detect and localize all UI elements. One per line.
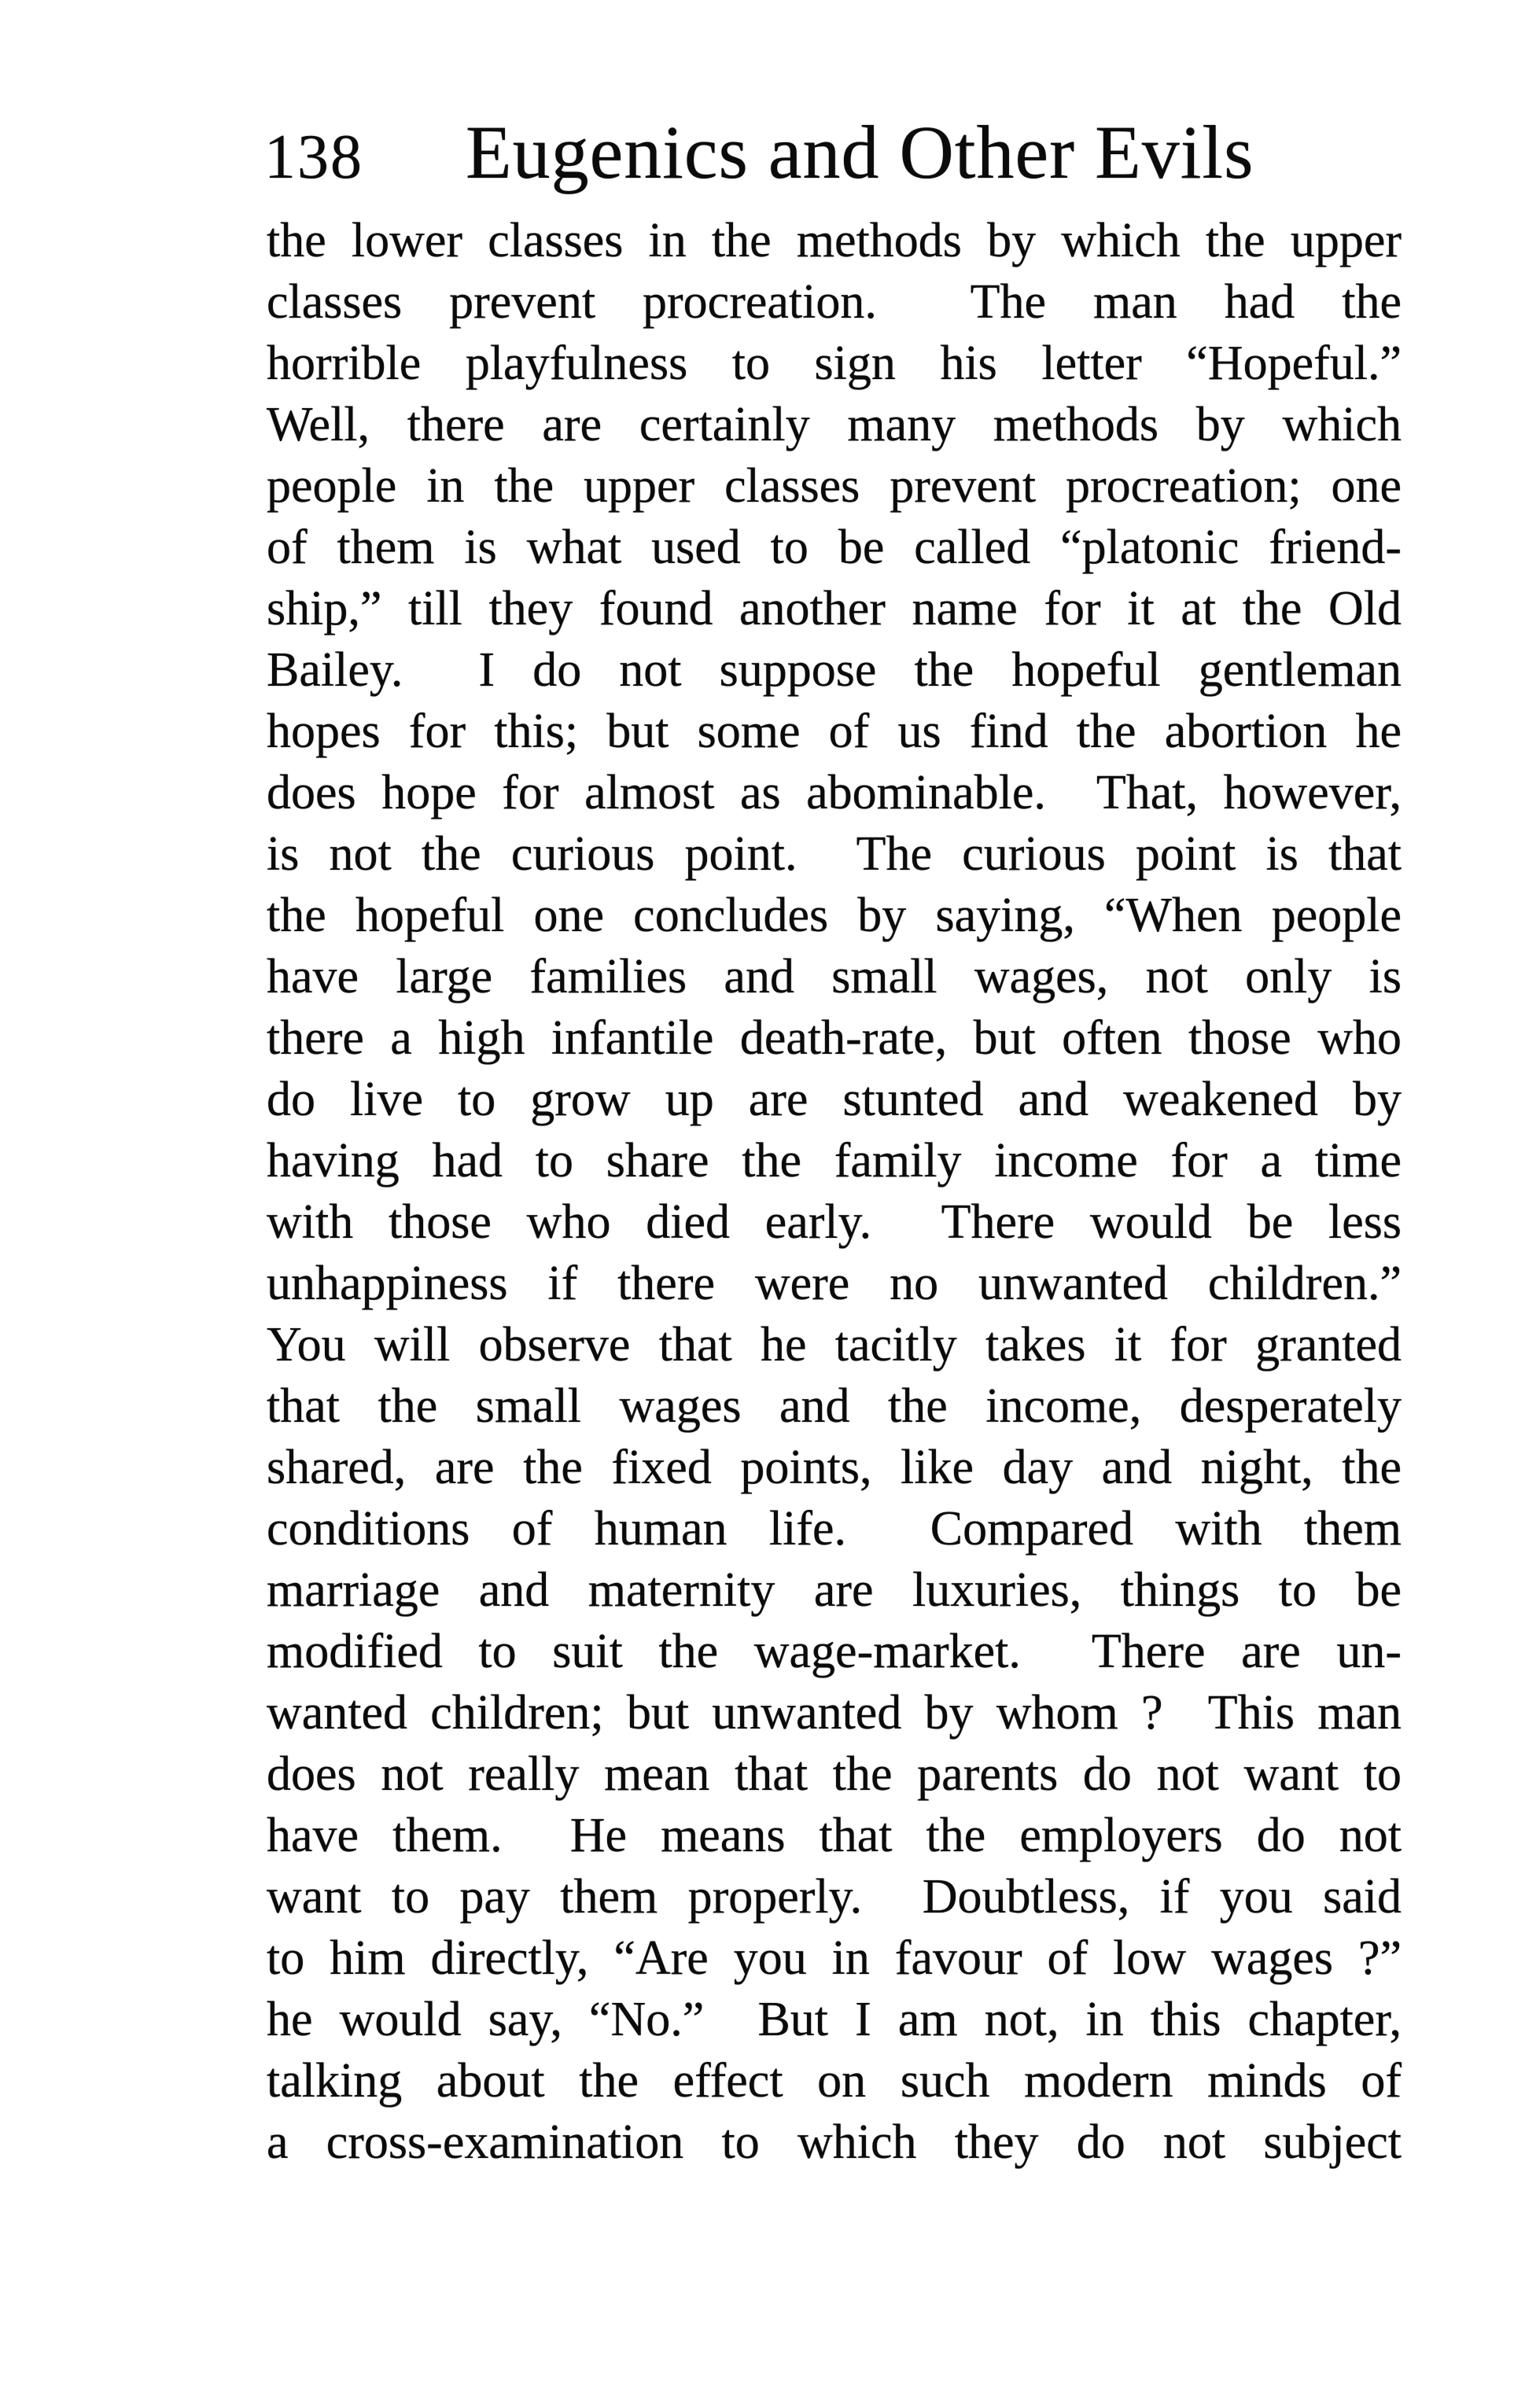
text-line: hopes for this; but some of us find the abortion he [267, 705, 1402, 758]
text-line: conditions of human life. Compared with them [267, 1502, 1402, 1556]
text-line: Well, there are certainly many methods by which [267, 398, 1402, 451]
text-line: with those who died early. There would be less [267, 1195, 1402, 1249]
text-line: classes prevent procreation. The man had the [267, 275, 1402, 329]
text-line: having had to share the family income for a time [267, 1134, 1402, 1187]
text-line: there a high infantile death-rate, but often those who [267, 1011, 1402, 1065]
text-line: does hope for almost as abominable. That, however, [267, 766, 1402, 819]
text-line: to him directly, “Are you in favour of low wages ?” [267, 1931, 1402, 1985]
text-line: ship,” till they found another name for it at the Old [267, 582, 1402, 635]
text-line: people in the upper classes prevent procreation; one [267, 459, 1402, 513]
text-line: shared, are the fixed points, like day and night, the [267, 1441, 1402, 1494]
text-line: the lower classes in the methods by which the upper [267, 214, 1402, 267]
text-line: is not the curious point. The curious point is that [267, 827, 1402, 881]
running-title: Eugenics and Other Evils [466, 110, 1254, 194]
text-line: of them is what used to be called “platonic friend- [267, 521, 1402, 574]
text-line: he would say, “No.” But I am not, in this chapter, [267, 1993, 1402, 2046]
text-line: want to pay them properly. Doubtless, if you said [267, 1870, 1402, 1924]
text-line: do live to grow up are stunted and weakened by [267, 1073, 1402, 1126]
text-line: You will observe that he tacitly takes it for granted [267, 1318, 1402, 1372]
text-line: talking about the effect on such modern minds of [267, 2054, 1402, 2108]
text-line: horrible playfulness to sign his letter “Hopeful.” [267, 337, 1402, 390]
page-header [264, 109, 1254, 196]
text-line: a cross-examination to which they do not subject [267, 2115, 1402, 2169]
text-line: unhappiness if there were no unwanted children.” [267, 1257, 1402, 1310]
text-line: wanted children; but unwanted by whom ? This man [267, 1686, 1402, 1740]
text-line: have large families and small wages, not only is [267, 950, 1402, 1003]
page-number: 138 [264, 123, 363, 192]
text-line: that the small wages and the income, desperately [267, 1379, 1402, 1433]
text-line: does not really mean that the parents do not want to [267, 1747, 1402, 1801]
text-line: Bailey. I do not suppose the hopeful gentleman [267, 643, 1402, 697]
text-line: have them. He means that the employers do not [267, 1809, 1402, 1862]
text-line: marriage and maternity are luxuries, things to be [267, 1563, 1402, 1617]
text-line: modified to suit the wage-market. There are un- [267, 1625, 1402, 1678]
body-text-block [267, 210, 1402, 2173]
text-line: the hopeful one concludes by saying, “When people [267, 889, 1402, 942]
